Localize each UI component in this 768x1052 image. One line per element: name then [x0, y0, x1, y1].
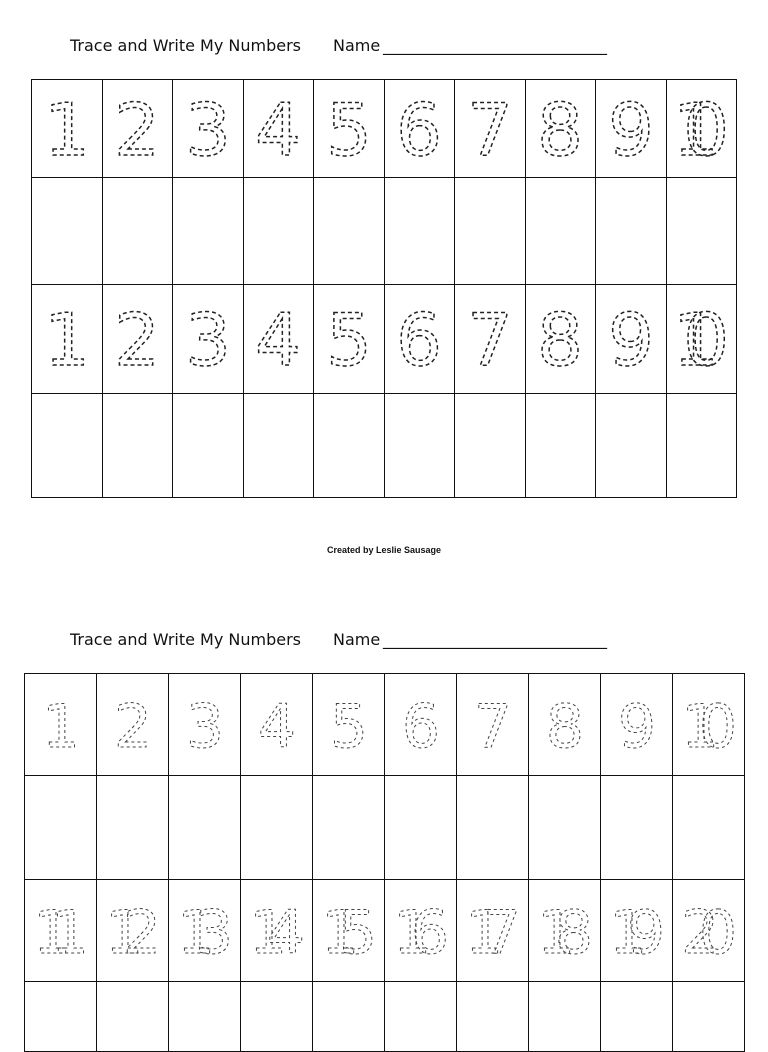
writing-cell[interactable]: [173, 178, 244, 285]
dotted-number-glyph: 18: [536, 897, 593, 968]
dotted-number-glyph: 2: [113, 691, 152, 762]
writing-cell[interactable]: [384, 394, 455, 498]
dotted-number: [176, 84, 240, 174]
writing-cell[interactable]: [243, 178, 314, 285]
trace-number-cell: [243, 285, 314, 394]
dotted-number-glyph: 8: [545, 691, 584, 762]
trace-row: [25, 880, 745, 982]
writing-cell[interactable]: [25, 982, 97, 1052]
dotted-number: [461, 886, 525, 976]
trace-row: [25, 674, 745, 776]
writing-cell[interactable]: [529, 776, 601, 880]
writing-row: [25, 982, 745, 1052]
trace-number-cell: [666, 285, 737, 394]
dotted-number: [245, 680, 309, 770]
writing-cell[interactable]: [673, 776, 745, 880]
trace-number-cell: [601, 674, 673, 776]
dotted-number-glyph: 12: [104, 897, 161, 968]
worksheet-2-name-line[interactable]: ____________________________: [383, 630, 607, 649]
writing-cell[interactable]: [596, 178, 667, 285]
dotted-number: [389, 886, 453, 976]
dotted-number-glyph: 19: [608, 897, 665, 968]
trace-number-cell: [241, 674, 313, 776]
dotted-number: [317, 886, 381, 976]
trace-number-cell: [173, 80, 244, 178]
dotted-number: [389, 680, 453, 770]
dotted-number-glyph: 8: [537, 87, 584, 172]
dotted-number-glyph: 11: [32, 897, 89, 968]
dotted-number: [669, 84, 733, 174]
trace-number-cell: [525, 80, 596, 178]
writing-cell[interactable]: [314, 178, 385, 285]
dotted-number: [105, 84, 169, 174]
dotted-number: [176, 294, 240, 384]
writing-cell[interactable]: [529, 982, 601, 1052]
trace-number-cell: [25, 880, 97, 982]
dotted-number: [605, 680, 669, 770]
dotted-number: [246, 84, 310, 174]
writing-cell[interactable]: [457, 982, 529, 1052]
trace-number-cell: [169, 880, 241, 982]
writing-cell[interactable]: [313, 982, 385, 1052]
writing-cell[interactable]: [243, 394, 314, 498]
writing-cell[interactable]: [241, 982, 313, 1052]
trace-number-cell: [32, 80, 103, 178]
dotted-number: [599, 84, 663, 174]
trace-number-cell: [102, 285, 173, 394]
trace-number-cell: [314, 285, 385, 394]
trace-number-cell: [455, 80, 526, 178]
writing-cell[interactable]: [666, 178, 737, 285]
writing-cell[interactable]: [32, 178, 103, 285]
dotted-number-glyph: 16: [392, 897, 449, 968]
writing-row: [32, 394, 737, 498]
writing-row: [25, 776, 745, 880]
dotted-number-glyph: 5: [325, 298, 372, 382]
dotted-number: [29, 680, 93, 770]
dotted-number-glyph: 9: [607, 87, 654, 172]
trace-number-cell: [384, 285, 455, 394]
dotted-number: [605, 886, 669, 976]
dotted-number-glyph: 1: [41, 691, 80, 762]
writing-cell[interactable]: [525, 394, 596, 498]
writing-cell[interactable]: [102, 394, 173, 498]
worksheet-1-name-line[interactable]: ____________________________: [383, 36, 607, 55]
trace-number-cell: [25, 674, 97, 776]
writing-cell[interactable]: [666, 394, 737, 498]
dotted-number-glyph: 9: [607, 298, 654, 382]
dotted-number-glyph: 4: [255, 298, 302, 382]
writing-cell[interactable]: [385, 982, 457, 1052]
writing-cell[interactable]: [455, 178, 526, 285]
dotted-number-glyph: 1: [43, 87, 90, 172]
writing-cell[interactable]: [385, 776, 457, 880]
dotted-number: [173, 886, 237, 976]
dotted-number-glyph: 14: [248, 897, 305, 968]
writing-cell[interactable]: [97, 776, 169, 880]
writing-cell[interactable]: [601, 776, 673, 880]
dotted-number-glyph: 5: [329, 691, 368, 762]
dotted-number-glyph: 10: [673, 87, 730, 172]
dotted-number-glyph: 3: [184, 298, 231, 382]
dotted-number: [29, 886, 93, 976]
writing-cell[interactable]: [241, 776, 313, 880]
trace-number-cell: [457, 880, 529, 982]
dotted-number: [677, 886, 741, 976]
dotted-number-glyph: 10: [680, 691, 737, 762]
writing-cell[interactable]: [25, 776, 97, 880]
dotted-number: [173, 680, 237, 770]
trace-row: [32, 80, 737, 178]
dotted-number-glyph: 8: [537, 298, 584, 382]
trace-number-cell: [596, 80, 667, 178]
worksheet-1-title: Trace and Write My Numbers: [70, 36, 302, 55]
trace-number-cell: [241, 880, 313, 982]
trace-number-cell: [673, 880, 745, 982]
dotted-number: [528, 84, 592, 174]
trace-number-cell: [169, 674, 241, 776]
trace-number-cell: [102, 80, 173, 178]
dotted-number: [461, 680, 525, 770]
trace-number-cell: [529, 880, 601, 982]
dotted-number-glyph: 9: [617, 691, 656, 762]
dotted-number: [458, 294, 522, 384]
writing-cell[interactable]: [673, 982, 745, 1052]
trace-number-cell: [314, 80, 385, 178]
writing-cell[interactable]: [97, 982, 169, 1052]
trace-number-cell: [385, 880, 457, 982]
trace-number-cell: [384, 80, 455, 178]
writing-cell[interactable]: [455, 394, 526, 498]
writing-cell[interactable]: [169, 776, 241, 880]
dotted-number-glyph: 2: [114, 298, 161, 382]
dotted-number: [458, 84, 522, 174]
trace-number-cell: [173, 285, 244, 394]
dotted-number-glyph: 17: [464, 897, 521, 968]
worksheet-1-grid: [31, 79, 737, 498]
dotted-number: [677, 680, 741, 770]
dotted-number: [387, 84, 451, 174]
dotted-number: [317, 294, 381, 384]
dotted-number-glyph: 3: [185, 691, 224, 762]
trace-number-cell: [97, 880, 169, 982]
dotted-number-glyph: 5: [325, 87, 372, 172]
dotted-number: [35, 84, 99, 174]
trace-number-cell: [313, 880, 385, 982]
trace-number-cell: [525, 285, 596, 394]
writing-cell[interactable]: [457, 776, 529, 880]
worksheet-2-title: Trace and Write My Numbers: [70, 630, 302, 649]
dotted-number-glyph: 6: [396, 87, 443, 172]
dotted-number: [387, 294, 451, 384]
dotted-number: [105, 294, 169, 384]
dotted-number-glyph: 13: [176, 897, 233, 968]
worksheet-2-grid: [24, 673, 745, 1052]
dotted-number-glyph: 7: [466, 87, 513, 172]
dotted-number: [317, 84, 381, 174]
trace-row: [32, 285, 737, 394]
trace-number-cell: [529, 674, 601, 776]
dotted-number-glyph: 2: [114, 87, 161, 172]
dotted-number: [245, 886, 309, 976]
trace-number-cell: [97, 674, 169, 776]
trace-number-cell: [673, 674, 745, 776]
worksheet-2-name-label: Name: [333, 630, 381, 649]
dotted-number-glyph: 7: [473, 691, 512, 762]
writing-cell[interactable]: [313, 776, 385, 880]
credit-line: Created by Leslie Sausage: [326, 545, 442, 555]
writing-cell[interactable]: [596, 394, 667, 498]
writing-cell[interactable]: [601, 982, 673, 1052]
trace-number-cell: [313, 674, 385, 776]
trace-number-cell: [457, 674, 529, 776]
writing-cell[interactable]: [384, 178, 455, 285]
dotted-number: [317, 680, 381, 770]
dotted-number: [528, 294, 592, 384]
writing-cell[interactable]: [102, 178, 173, 285]
dotted-number-glyph: 4: [257, 691, 296, 762]
dotted-number: [101, 886, 165, 976]
dotted-number-glyph: 1: [43, 298, 90, 382]
dotted-number: [599, 294, 663, 384]
trace-number-cell: [243, 80, 314, 178]
trace-number-cell: [32, 285, 103, 394]
dotted-number-glyph: 7: [466, 298, 513, 382]
dotted-number-glyph: 3: [184, 87, 231, 172]
dotted-number: [533, 886, 597, 976]
writing-cell[interactable]: [525, 178, 596, 285]
trace-number-cell: [455, 285, 526, 394]
dotted-number-glyph: 20: [680, 897, 737, 968]
dotted-number-glyph: 4: [255, 87, 302, 172]
writing-cell[interactable]: [314, 394, 385, 498]
dotted-number: [669, 294, 733, 384]
dotted-number: [35, 294, 99, 384]
dotted-number: [533, 680, 597, 770]
writing-cell[interactable]: [169, 982, 241, 1052]
dotted-number-glyph: 6: [396, 298, 443, 382]
dotted-number-glyph: 10: [673, 298, 730, 382]
dotted-number-glyph: 15: [320, 897, 377, 968]
writing-cell[interactable]: [173, 394, 244, 498]
trace-number-cell: [596, 285, 667, 394]
dotted-number: [246, 294, 310, 384]
dotted-number: [101, 680, 165, 770]
writing-cell[interactable]: [32, 394, 103, 498]
trace-number-cell: [385, 674, 457, 776]
trace-number-cell: [601, 880, 673, 982]
writing-row: [32, 178, 737, 285]
trace-number-cell: [666, 80, 737, 178]
worksheet-1-name-label: Name: [333, 36, 381, 55]
dotted-number-glyph: 6: [401, 691, 440, 762]
